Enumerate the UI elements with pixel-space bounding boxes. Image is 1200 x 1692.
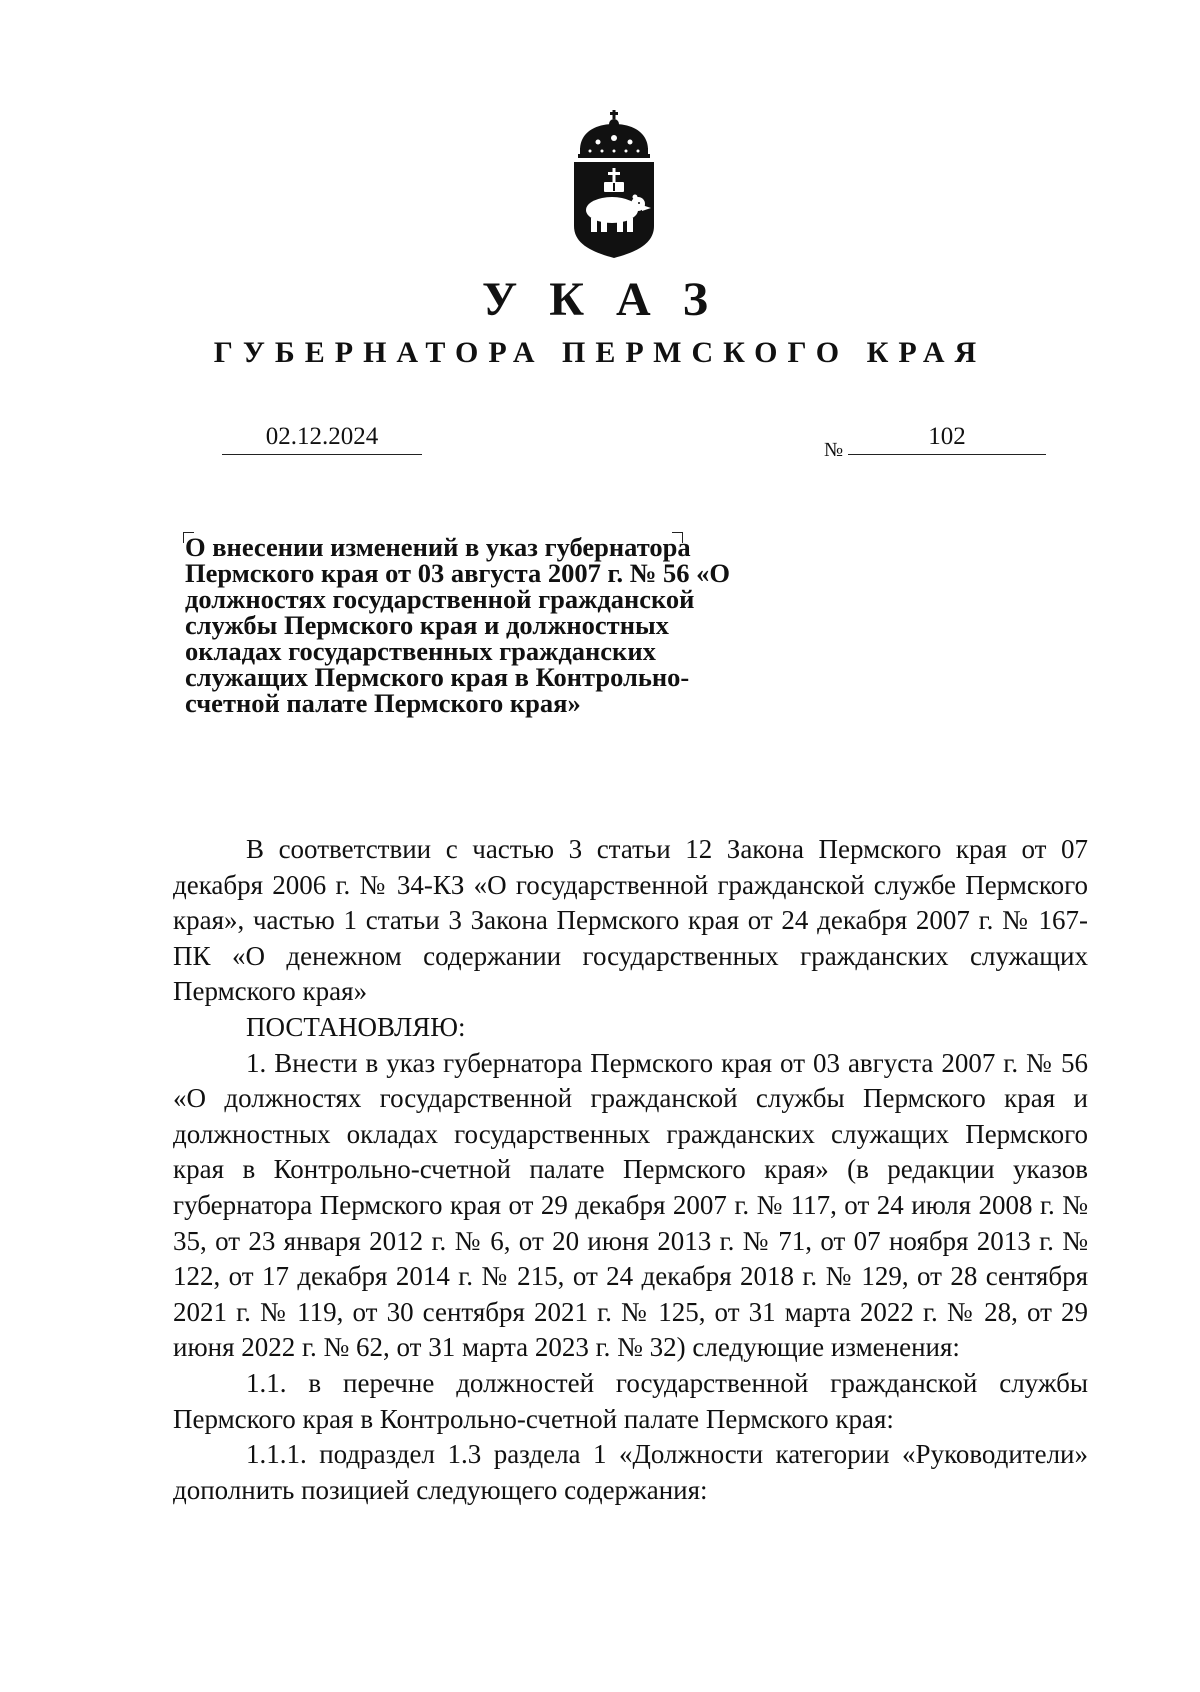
- decree-word: ПОСТАНОВЛЯЮ:: [246, 1011, 466, 1042]
- document-number: 102: [848, 420, 1046, 455]
- document-body: [173, 832, 1088, 1508]
- document-date: 02.12.2024: [222, 420, 422, 455]
- number-label: №: [824, 439, 844, 461]
- document-issuer: ГУБЕРНАТОРА ПЕРМСКОГО КРАЯ: [213, 336, 987, 369]
- preamble-paragraph: В соответствии с частью 3 статьи 12 Закона Пермского края от 07 декабря 2006 г. № 34-КЗ «О государственной гражданской службе Пермского края», частью 1 статьи 3 Закона Пермского края от 24 декабря 2007 г. № 167-ПК «О денежном содержании государственных гражданских служащих Пермского края»: [173, 834, 1088, 1007]
- item-1-paragraph: 1. Внести в указ губернатора Пермского края от 03 августа 2007 г. № 56 «О должностях государственной гражданской службы Пермского края и должностных окладах государственных гражданских служащих Пермского края в Контрольно-счетной палате Пермского края» (в редакции указов губернатора Пермского края от 29 декабря 2007 г. № 117, от 24 июля 2008 г. № 35, от 23 января 2012 г. № 6, от 20 июня 2013 г. № 71, от 07 ноября 2013 г. № 122, от 17 декабря 2014 г. № 215, от 24 декабря 2018 г. № 129, от 28 сентября 2021 г. № 119, от 30 сентября 2021 г. № 125, от 31 марта 2022 г. № 28, от 29 июня 2022 г. № 62, от 31 марта 2023 г. № 32) следующие изменения:: [173, 1047, 1088, 1363]
- document-subject: О внесении изменений в указ губернатора Пермского края от 03 августа 2007 г. № 56 «О должностях государственной гражданской службы Пермского края и должностных окладах государственных гражданских служащих Пермского края в Контрольно-счетной палате Пермского края»: [185, 532, 730, 718]
- item-1-1-paragraph: 1.1. в перечне должностей государственной гражданской службы Пермского края в Контрольно-счетной палате Пермского края:: [173, 1367, 1088, 1434]
- item-1-1-1-paragraph: 1.1.1. подраздел 1.3 раздела 1 «Должности категории «Руководители» дополнить позицией следующего содержания:: [173, 1439, 1088, 1505]
- coat-of-arms-icon: [566, 110, 662, 260]
- document-title: У К А З: [481, 273, 719, 326]
